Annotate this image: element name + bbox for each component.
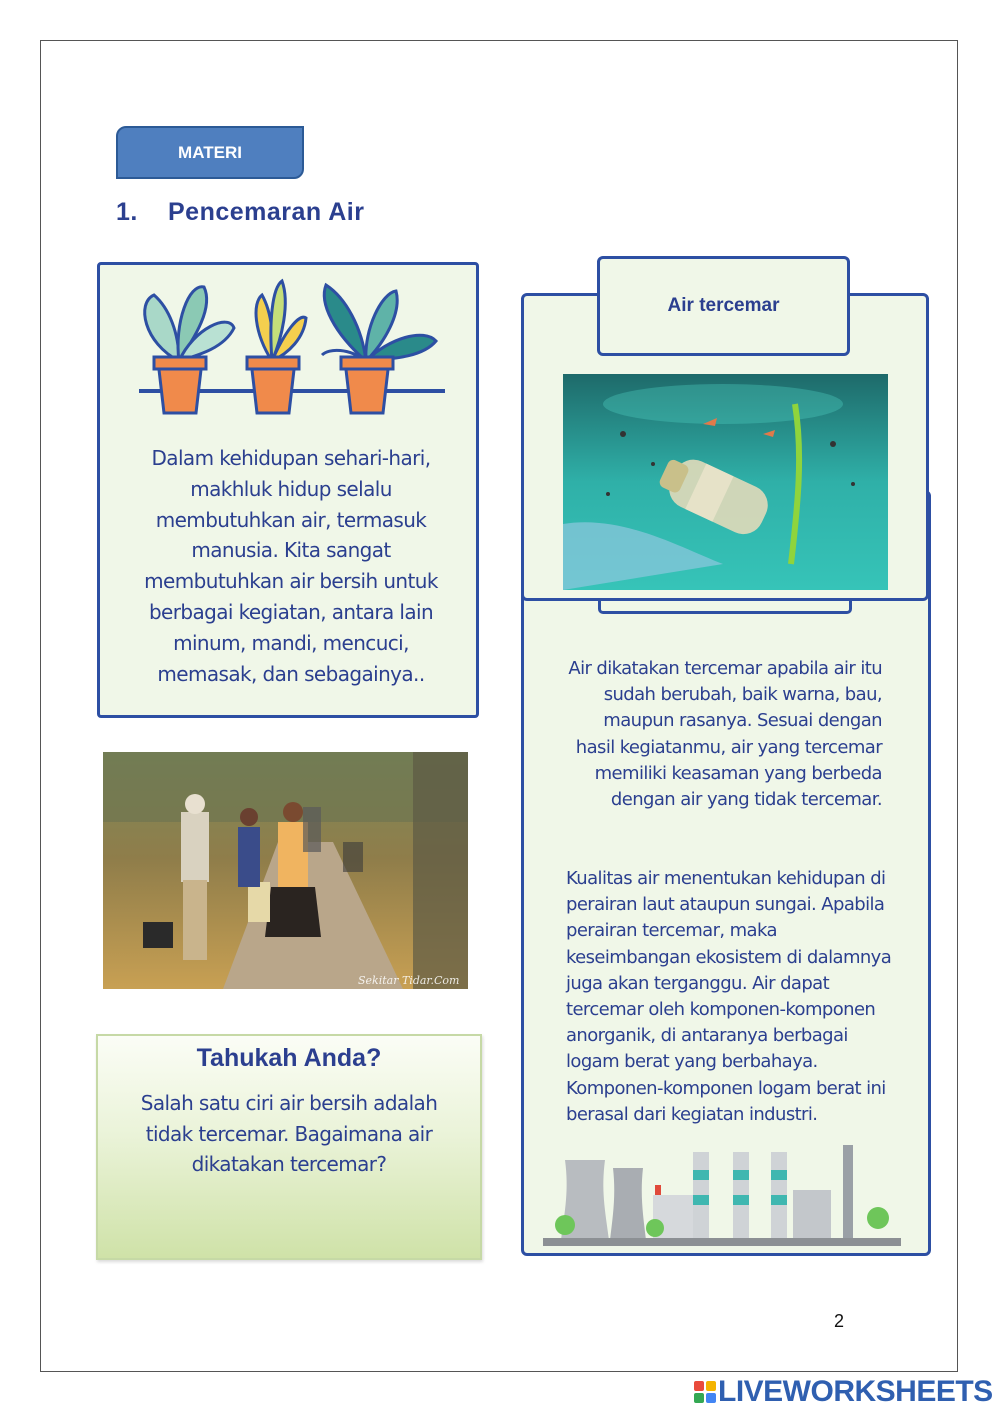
potted-plants-illustration	[134, 273, 450, 418]
section-title-text: Pencemaran Air	[168, 198, 365, 226]
materi-badge: MATERI	[116, 126, 304, 179]
people-carrying-water-photo	[103, 752, 468, 989]
factory-illustration	[543, 1140, 903, 1250]
did-you-know-title: Tahukah Anda?	[196, 1044, 382, 1072]
did-you-know-text: Salah satu ciri air bersih adalah tidak tercemar. Bagaimana air dikatakan tercemar?	[140, 1091, 438, 1176]
polluted-water-tab-label: Air tercemar	[667, 295, 780, 316]
did-you-know-box	[96, 1034, 482, 1260]
section-number: 1.	[116, 198, 138, 226]
polluted-water-photo	[563, 374, 888, 590]
liveworksheets-brand	[694, 1376, 993, 1408]
polluted-water-tab	[597, 256, 850, 356]
liveworksheets-logo-icon	[694, 1381, 716, 1403]
page-number: 2	[834, 1311, 845, 1331]
photo-watermark: Sekitar Tidar.Com	[358, 974, 460, 987]
intro-box	[97, 262, 479, 718]
polluted-water-definition: Air dikatakan tercemar apabila air itu sudah berubah, baik warna, bau, maupun rasanya. Sesuai dengan hasil kegiatanmu, air yang tercemar memiliki keasaman yang berbeda dengan air yang tidak tercemar.	[568, 658, 882, 811]
brand-name: LIVEWORKSHEETS	[718, 1375, 993, 1408]
water-quality-text: Kualitas air menentukan kehidupan di perairan laut ataupun sungai. Apabila perairan tercemar, maka keseimbangan ekosistem di dalamnya juga akan terganggu. Air dapat tercemar oleh komponen-komponen anorganik, di antaranya berbagai logam berat yang berbahaya. Komponen-komponen logam berat ini berasal dari kegiatan industri.	[566, 868, 892, 1125]
section-title	[116, 198, 364, 227]
intro-text: Dalam kehidupan sehari-hari, makhluk hidup selalu membutuhkan air, termasuk manusia. Kita sangat membutuhkan air bersih untuk berbagai kegiatan, antara lain minum, mandi, mencuci, memasak, dan sebagainya..	[144, 446, 438, 686]
